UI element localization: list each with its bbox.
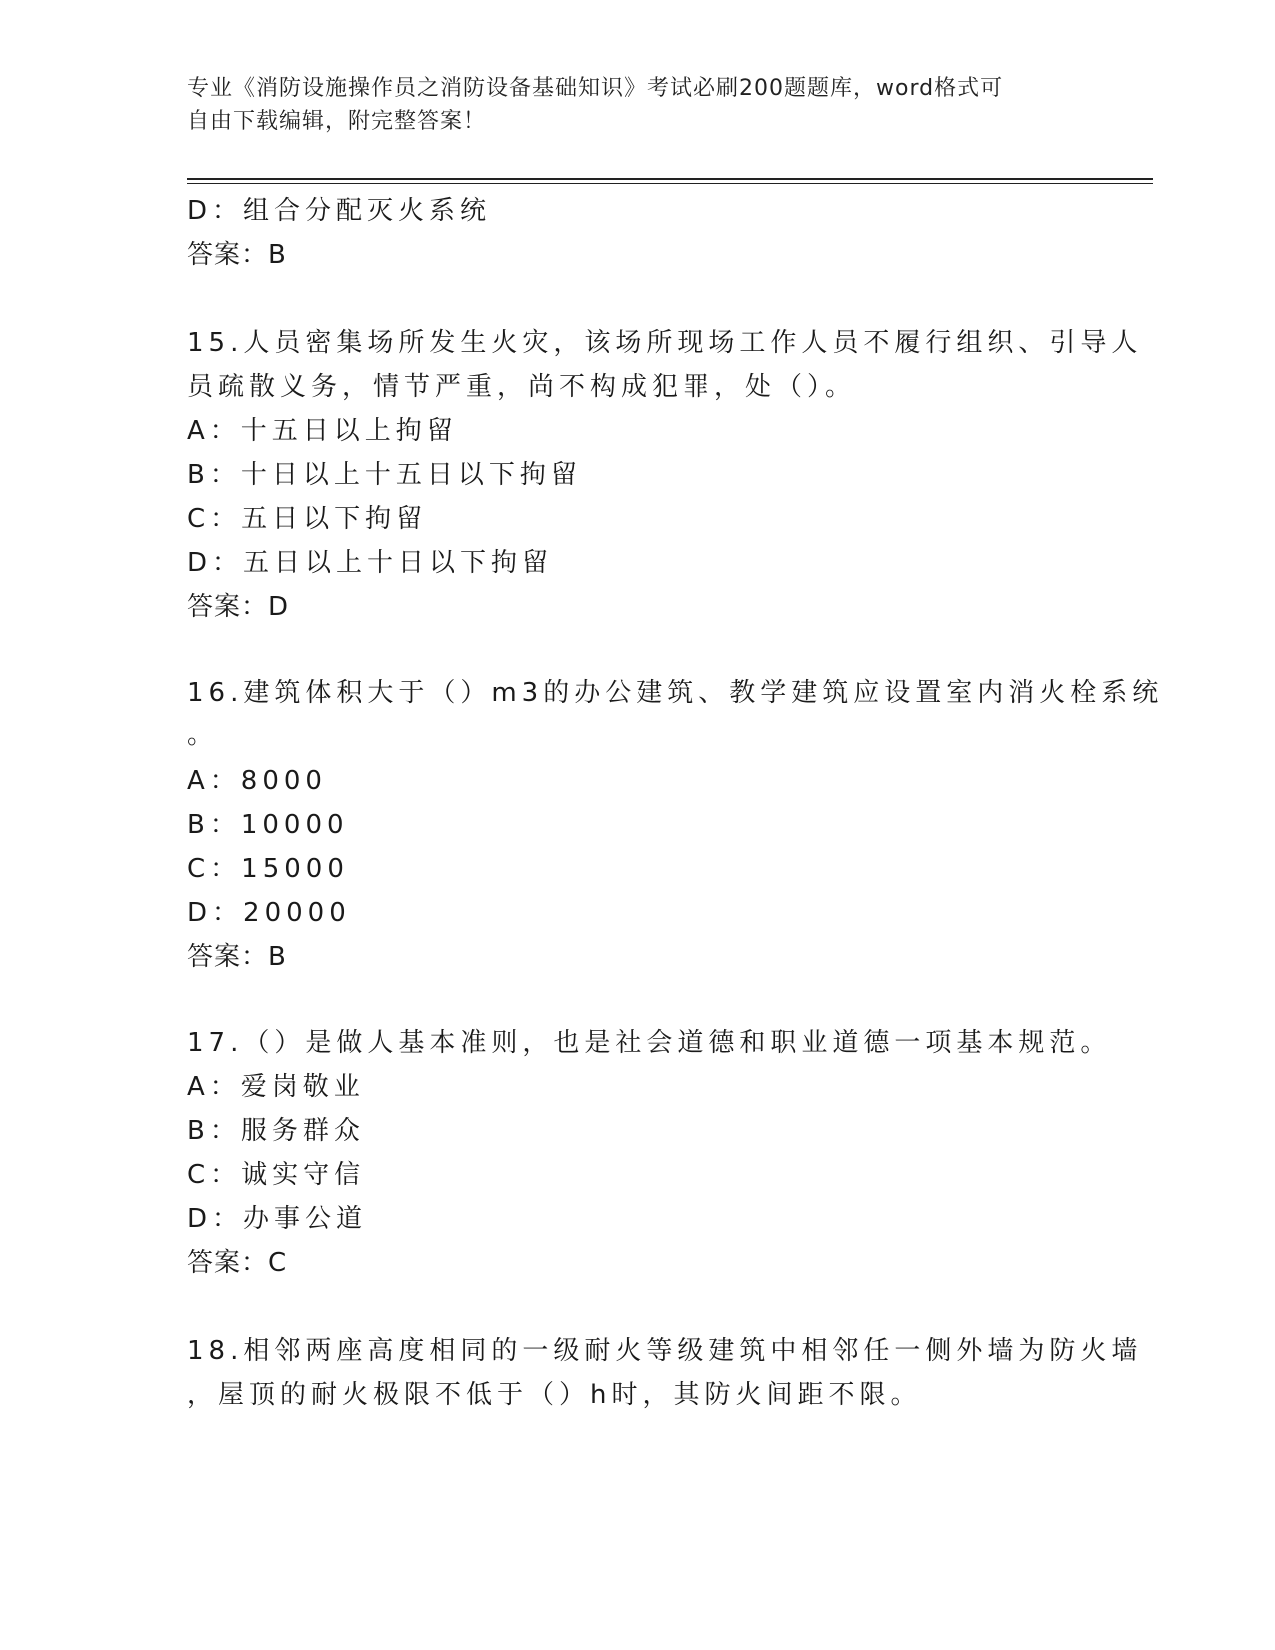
header-rule-thick: [187, 178, 1153, 180]
q17-option-a: A：爱岗敬业: [187, 1072, 365, 1102]
header-line-2: 自由下载编辑，附完整答案！: [187, 109, 487, 134]
q15-stem-line-1: 15.人员密集场所发生火灾，该场所现场工作人员不履行组织、引导人: [187, 328, 1143, 358]
q15-stem-line-2: 员疏散义务，情节严重，尚不构成犯罪，处（）。: [187, 372, 857, 402]
q16-answer: 答案：B: [187, 942, 287, 972]
q15-option-b: B：十日以上十五日以下拘留: [187, 460, 582, 490]
q17-option-d: D：办事公道: [187, 1204, 368, 1234]
q17-option-b: B：服务群众: [187, 1116, 365, 1146]
document-header: [187, 72, 1067, 138]
q16-option-a: A：8000: [187, 766, 327, 796]
header-line-1: 专业《消防设施操作员之消防设备基础知识》考试必刷200题题库，word格式可: [187, 76, 1004, 101]
q16-option-c: C：15000: [187, 854, 349, 884]
q18-stem-line-2: ，屋顶的耐火极限不低于（）h时，其防火间距不限。: [187, 1380, 922, 1410]
q18-stem-line-1: 18.相邻两座高度相同的一级耐火等级建筑中相邻任一侧外墙为防火墙: [187, 1336, 1143, 1366]
q17-stem-line-1: 17.（）是做人基本准则，也是社会道德和职业道德一项基本规范。: [187, 1028, 1112, 1058]
q16-stem-line-2: 。: [187, 720, 219, 750]
prev-option-d: D：组合分配灭火系统: [187, 196, 492, 226]
q15-option-c: C：五日以下拘留: [187, 504, 428, 534]
q15-option-a: A：十五日以上拘留: [187, 416, 458, 446]
q16-option-b: B：10000: [187, 810, 349, 840]
header-rule-thin: [187, 183, 1153, 184]
q15-answer: 答案：D: [187, 592, 290, 622]
q16-stem-line-1: 16.建筑体积大于（）m3的办公建筑、教学建筑应设置室内消火栓系统: [187, 678, 1164, 708]
q16-option-d: D：20000: [187, 898, 351, 928]
q15-option-d: D：五日以上十日以下拘留: [187, 548, 554, 578]
prev-answer: 答案：B: [187, 240, 287, 270]
q17-option-c: C：诚实守信: [187, 1160, 366, 1190]
q17-answer: 答案：C: [187, 1248, 288, 1278]
